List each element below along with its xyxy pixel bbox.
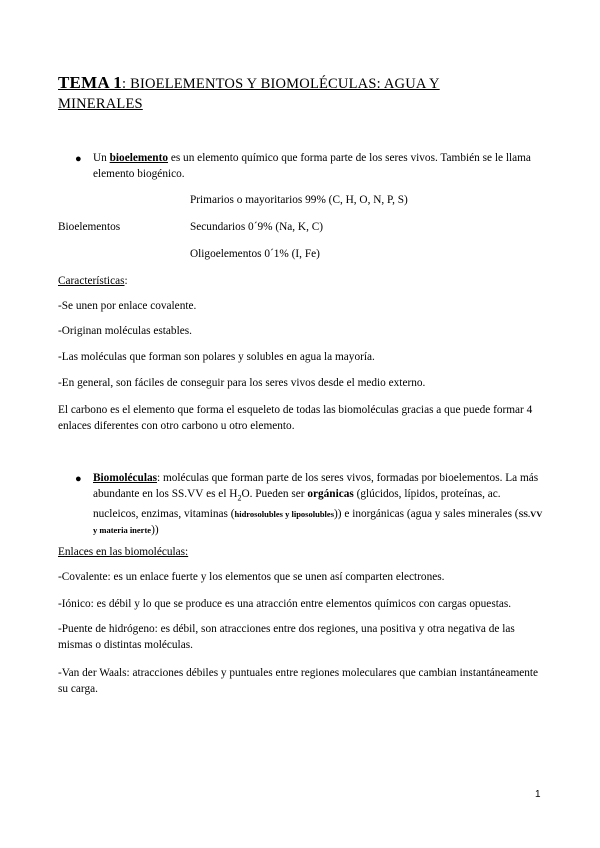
biomoleculas-term: Biomoléculas: [93, 472, 158, 484]
caracteristica-item: -Se unen por enlace covalente.: [58, 300, 197, 312]
page-number: 1: [535, 789, 541, 800]
caracteristicas-heading: [58, 273, 548, 289]
bullet-dot: ●: [75, 473, 82, 485]
enlace-item: -Iónico: es débil y lo que se produce es una atracción entre elementos químicos con cargas opuestas.: [58, 598, 512, 610]
enlace-item: -Van der Waals: atracciones débiles y puntuales entre regiones moleculares que cambian instantáneamente su carga.: [58, 667, 539, 695]
bioelementos-label: Bioelementos: [58, 221, 121, 233]
secundarios-line: Secundarios 0´9% (Na, K, C): [190, 221, 324, 233]
biomoleculas-text-1: : moléculas que forman parte de los seres vivos, formadas por bioelementos. La más abundante en los SS.VV es el H: [93, 472, 539, 500]
caracteristica-item: -Las moléculas que forman son polares y solubles en agua la mayoría.: [58, 351, 375, 363]
caracteristicas-colon: :: [124, 275, 128, 287]
caracteristica-item: -Originan moléculas estables.: [58, 325, 192, 337]
primarios-line: Primarios o mayoritarios 99% (C, H, O, N, P, S): [190, 194, 408, 206]
biomoleculas-text-2: O. Pueden ser: [241, 488, 308, 500]
enlaces-heading: Enlaces en las biomoléculas:: [58, 546, 189, 558]
enlace-item: -Puente de hidrógeno: es débil, son atracciones entre dos regiones, una positiva y otra negativa de las mismas o distintas moléculas.: [58, 623, 515, 651]
definition-text: es un elemento químico que forma parte de los seres vivos. También se le llama elemento biogénico.: [93, 152, 531, 180]
caracteristicas-heading-text: Características: [58, 275, 125, 287]
caracteristica-item: -En general, son fáciles de conseguir para los seres vivos desde el medio externo.: [58, 377, 426, 389]
bioelemento-definition: [93, 150, 548, 182]
enlace-item: -Covalente: es un enlace fuerte y los elementos que se unen así comparten electrones.: [58, 571, 445, 583]
subscript-2: 2: [237, 493, 242, 503]
definition-prefix: Un: [93, 152, 110, 164]
biomoleculas-text-3: (glúcidos, lípidos, proteínas, ac. nucleicos, enzimas, vitaminas (: [93, 488, 501, 521]
organicas-term: orgánicas: [307, 488, 354, 500]
hidrosolubles-note: hidrosolubles y liposolubles: [234, 509, 335, 520]
bullet-dot: ●: [75, 153, 82, 165]
biomoleculas-definition: [93, 470, 548, 538]
materia-note: SS.VV y materia inerte: [93, 509, 543, 536]
title-rest: : BIOELEMENTOS Y BIOMOLÉCULAS: AGUA Y MINERALES: [58, 76, 440, 112]
biomoleculas-text-5: )): [151, 524, 159, 537]
oligoelementos-line: Oligoelementos 0´1% (I, Fe): [190, 248, 320, 260]
carbono-paragraph: El carbono es el elemento que forma el esqueleto de todas las biomoléculas gracias a que puede formar 4 enlaces diferentes con otro carbono u otro elemento.: [58, 404, 533, 432]
page-title: [58, 73, 498, 114]
title-tema: TEMA 1: [58, 73, 123, 92]
biomoleculas-text-4: )) e inorgánicas (agua y sales minerales (: [334, 508, 519, 521]
bioelemento-term: bioelemento: [109, 152, 168, 164]
